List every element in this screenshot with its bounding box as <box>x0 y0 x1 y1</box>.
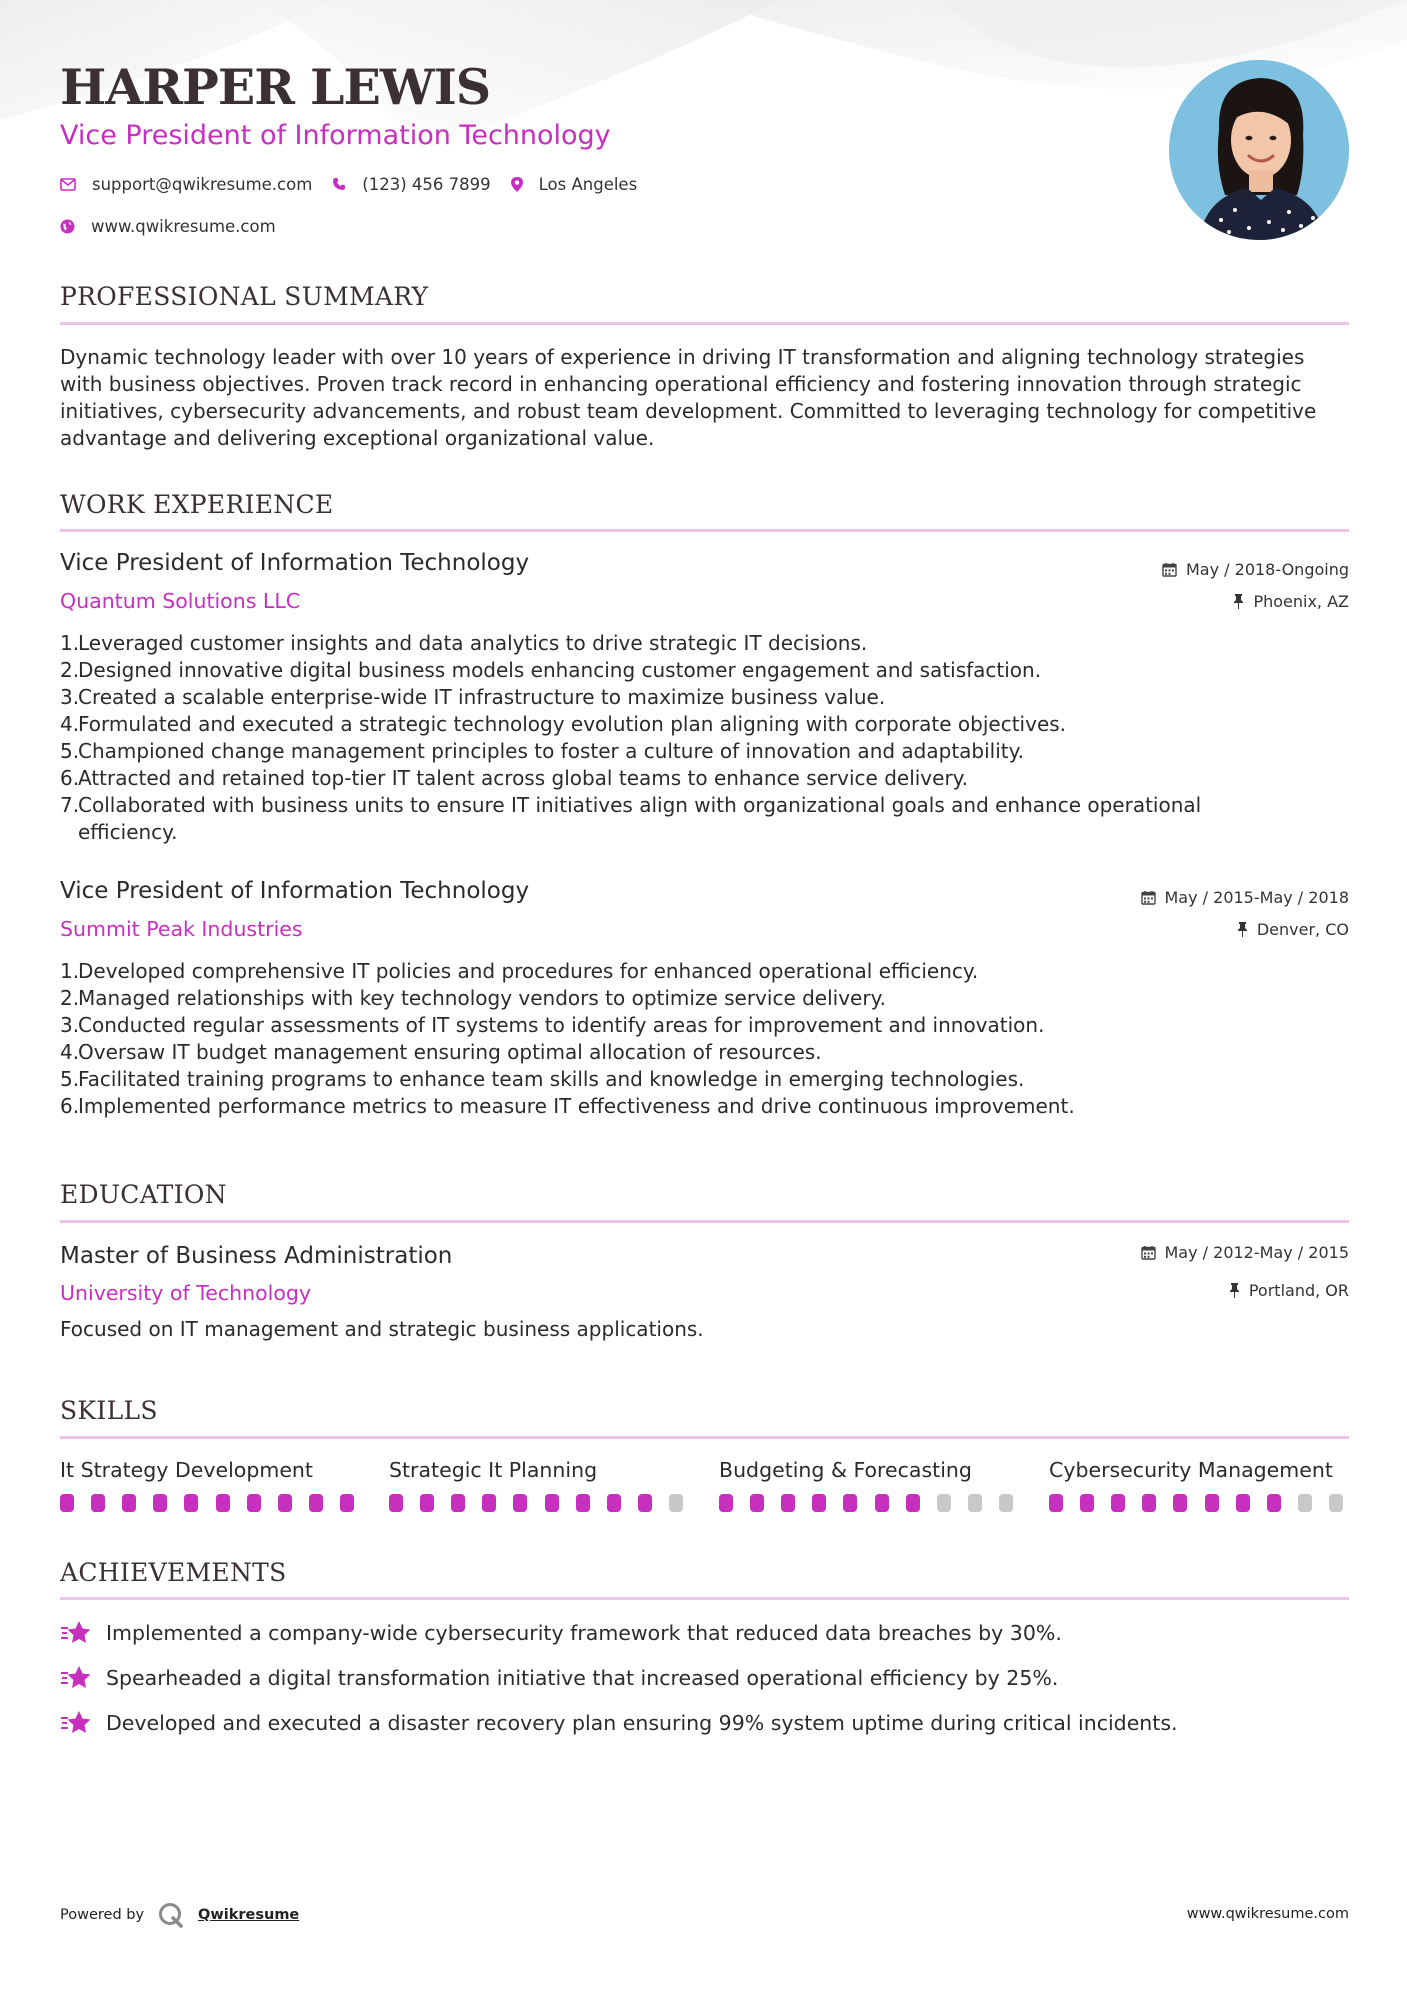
achievements-divider <box>60 1597 1349 1600</box>
job-bullets-1 <box>60 630 1349 846</box>
skill-dot-filled <box>278 1494 292 1512</box>
job-bullets-2 <box>60 958 1349 1120</box>
skill-dot-filled <box>1049 1494 1063 1512</box>
summary-heading: PROFESSIONAL SUMMARY <box>60 282 429 311</box>
skill-item <box>60 1458 360 1482</box>
phone-icon <box>332 177 346 191</box>
achievement-text: Implemented a company-wide cybersecurity framework that reduced data breaches by 30%. <box>106 1621 1062 1645</box>
contact-row <box>60 172 657 196</box>
skill-dot-empty <box>1329 1494 1343 1512</box>
list-item: 2. Managed relationships with key technology vendors to optimize service delivery. <box>60 986 886 1010</box>
skill-dot-filled <box>60 1494 74 1512</box>
skill-dot-filled <box>1236 1494 1250 1512</box>
dates-text: May / 2015-May / 2018 <box>1164 888 1349 907</box>
skill-dot-filled <box>184 1494 198 1512</box>
star-icon <box>60 1665 92 1691</box>
list-item: 3. Created a scalable enterprise-wide IT infrastructure to maximize business value. <box>60 685 886 709</box>
list-item: 2. Designed innovative digital business models enhancing customer engagement and satisfaction. <box>60 658 1042 682</box>
skill-dot-filled <box>247 1494 261 1512</box>
contact-location <box>511 175 638 194</box>
calendar-icon <box>1141 890 1156 905</box>
location-text: Los Angeles <box>538 174 638 194</box>
summary-divider <box>60 322 1349 325</box>
skill-dot-empty <box>999 1494 1013 1512</box>
skill-name: Cybersecurity Management <box>1049 1458 1333 1482</box>
job-location-1 <box>1233 592 1349 611</box>
education-heading: EDUCATION <box>60 1180 227 1209</box>
skill-dot-filled <box>875 1494 889 1512</box>
education-divider <box>60 1220 1349 1223</box>
skill-dot-filled <box>309 1494 323 1512</box>
skill-dot-filled <box>812 1494 826 1512</box>
skill-dot-empty <box>669 1494 683 1512</box>
skill-dot-filled <box>91 1494 105 1512</box>
list-item: 5. Facilitated training programs to enhance team skills and knowledge in emerging technologies. <box>60 1067 1025 1091</box>
pushpin-icon <box>1237 922 1248 937</box>
powered-by-label: Powered by <box>60 1907 145 1923</box>
location-text: Denver, CO <box>1256 920 1349 939</box>
skill-dot-empty <box>1298 1494 1312 1512</box>
skill-dot-filled <box>638 1494 652 1512</box>
location-text: Phoenix, AZ <box>1253 592 1349 611</box>
job-title-1: Vice President of Information Technology <box>60 550 530 576</box>
list-item: 6. Attracted and retained top-tier IT talent across global teams to enhance service delivery. <box>60 766 969 790</box>
map-pin-icon <box>511 177 523 192</box>
skill-dot-filled <box>1205 1494 1219 1512</box>
skill-item <box>719 1458 1019 1482</box>
skill-dot-filled <box>389 1494 403 1512</box>
star-icon <box>60 1620 92 1646</box>
globe-icon <box>60 219 75 234</box>
contact-website[interactable] <box>60 217 276 236</box>
skill-dot-empty <box>968 1494 982 1512</box>
job-location-2 <box>1237 920 1349 939</box>
skill-dot-filled <box>482 1494 496 1512</box>
list-item: 1. Developed comprehensive IT policies and procedures for enhanced operational efficiency. <box>60 959 979 983</box>
profile-photo <box>1169 60 1349 240</box>
education-dates <box>1141 1243 1350 1262</box>
website-text: www.qwikresume.com <box>91 216 276 236</box>
list-item: 7. Collaborated with business units to ensure IT initiatives align with organizational goals and enhance operational efficiency. <box>60 793 1202 844</box>
pushpin-icon <box>1233 594 1244 609</box>
achievement-item <box>60 1665 1058 1691</box>
skill-level-dots <box>719 1494 1019 1512</box>
skill-dot-filled <box>843 1494 857 1512</box>
contact-row-website <box>60 214 296 238</box>
skill-dot-filled <box>122 1494 136 1512</box>
resume-page <box>60 0 1349 1990</box>
achievement-text: Developed and executed a disaster recovery plan ensuring 99% system uptime during critical incidents. <box>106 1711 1178 1735</box>
list-item: 6. Implemented performance metrics to measure IT effectiveness and drive continuous improvement. <box>60 1094 1075 1118</box>
skill-dot-filled <box>906 1494 920 1512</box>
experience-divider <box>60 529 1349 532</box>
skills-divider <box>60 1436 1349 1439</box>
dates-text: May / 2012-May / 2015 <box>1164 1243 1349 1262</box>
job-dates-2 <box>1141 888 1350 907</box>
skill-dot-filled <box>451 1494 465 1512</box>
envelope-icon <box>60 178 76 191</box>
location-text: Portland, OR <box>1248 1281 1349 1300</box>
summary-text: Dynamic technology leader with over 10 years of experience in driving IT transformation and aligning technology strategies with business objectives. Proven track record in enhancing operational efficiency and fostering innovation through strategic initiatives, cybersecurity advancements, and robust team development. Committed to leveraging technology for competitive advantage and delivering exceptional organizational value. <box>60 345 1317 450</box>
calendar-icon <box>1162 562 1177 577</box>
school-name: University of Technology <box>60 1281 312 1305</box>
skill-dot-filled <box>750 1494 764 1512</box>
skill-dot-filled <box>545 1494 559 1512</box>
skill-dot-filled <box>1173 1494 1187 1512</box>
skill-dot-filled <box>781 1494 795 1512</box>
skill-dot-filled <box>1111 1494 1125 1512</box>
dates-text: May / 2018-Ongoing <box>1186 560 1349 579</box>
candidate-name: HARPER LEWIS <box>60 58 491 116</box>
skill-dot-filled <box>153 1494 167 1512</box>
contact-phone[interactable] <box>332 175 490 194</box>
skill-level-dots <box>60 1494 360 1512</box>
job-dates-1 <box>1162 560 1349 579</box>
skill-item <box>389 1458 689 1482</box>
skill-dot-filled <box>607 1494 621 1512</box>
experience-heading: WORK EXPERIENCE <box>60 490 334 519</box>
job-title-2: Vice President of Information Technology <box>60 878 530 904</box>
achievement-text: Spearheaded a digital transformation initiative that increased operational efficiency by 25%. <box>106 1666 1059 1690</box>
skill-level-dots <box>1049 1494 1349 1512</box>
skill-level-dots <box>389 1494 689 1512</box>
list-item: 1. Leveraged customer insights and data analytics to drive strategic IT decisions. <box>60 631 868 655</box>
skills-heading: SKILLS <box>60 1396 158 1425</box>
footer-website[interactable]: www.qwikresume.com <box>1186 1906 1349 1922</box>
phone-text: (123) 456 7899 <box>362 174 491 194</box>
skill-name: Strategic It Planning <box>389 1458 598 1482</box>
skill-dot-filled <box>1267 1494 1281 1512</box>
skill-dot-filled <box>513 1494 527 1512</box>
list-item: 3. Conducted regular assessments of IT systems to identify areas for improvement and innovation. <box>60 1013 1045 1037</box>
list-item: 4. Formulated and executed a strategic technology evolution plan aligning with corporate objectives. <box>60 712 1067 736</box>
brand-link[interactable]: Qwikresume <box>198 1907 300 1923</box>
candidate-title: Vice President of Information Technology <box>60 120 611 151</box>
company-name-2: Summit Peak Industries <box>60 917 303 941</box>
email-text: support@qwikresume.com <box>92 174 313 194</box>
list-item: 5. Championed change management principles to foster a culture of innovation and adaptability. <box>60 739 1024 763</box>
skill-name: Budgeting & Forecasting <box>719 1458 972 1482</box>
skill-dot-filled <box>576 1494 590 1512</box>
skill-dot-filled <box>420 1494 434 1512</box>
company-name-1: Quantum Solutions LLC <box>60 589 301 613</box>
education-location <box>1229 1281 1349 1300</box>
qwikresume-logo <box>158 1902 184 1928</box>
skill-name: It Strategy Development <box>60 1458 313 1482</box>
calendar-icon <box>1141 1245 1156 1260</box>
footer-powered-by <box>60 1902 299 1928</box>
list-item: 4. Oversaw IT budget management ensuring optimal allocation of resources. <box>60 1040 822 1064</box>
skill-dot-filled <box>719 1494 733 1512</box>
skill-item <box>1049 1458 1349 1482</box>
skill-dot-filled <box>340 1494 354 1512</box>
achievement-item <box>60 1620 1062 1646</box>
achievements-heading: ACHIEVEMENTS <box>60 1558 287 1587</box>
star-icon <box>60 1710 92 1736</box>
education-description: Focused on IT management and strategic business applications. <box>60 1317 704 1341</box>
skill-dot-filled <box>1080 1494 1094 1512</box>
degree-title: Master of Business Administration <box>60 1243 453 1269</box>
skill-dot-empty <box>937 1494 951 1512</box>
skill-dot-filled <box>216 1494 230 1512</box>
skill-dot-filled <box>1142 1494 1156 1512</box>
contact-email[interactable] <box>60 175 312 194</box>
achievement-item <box>60 1710 1178 1736</box>
pushpin-icon <box>1229 1283 1240 1298</box>
